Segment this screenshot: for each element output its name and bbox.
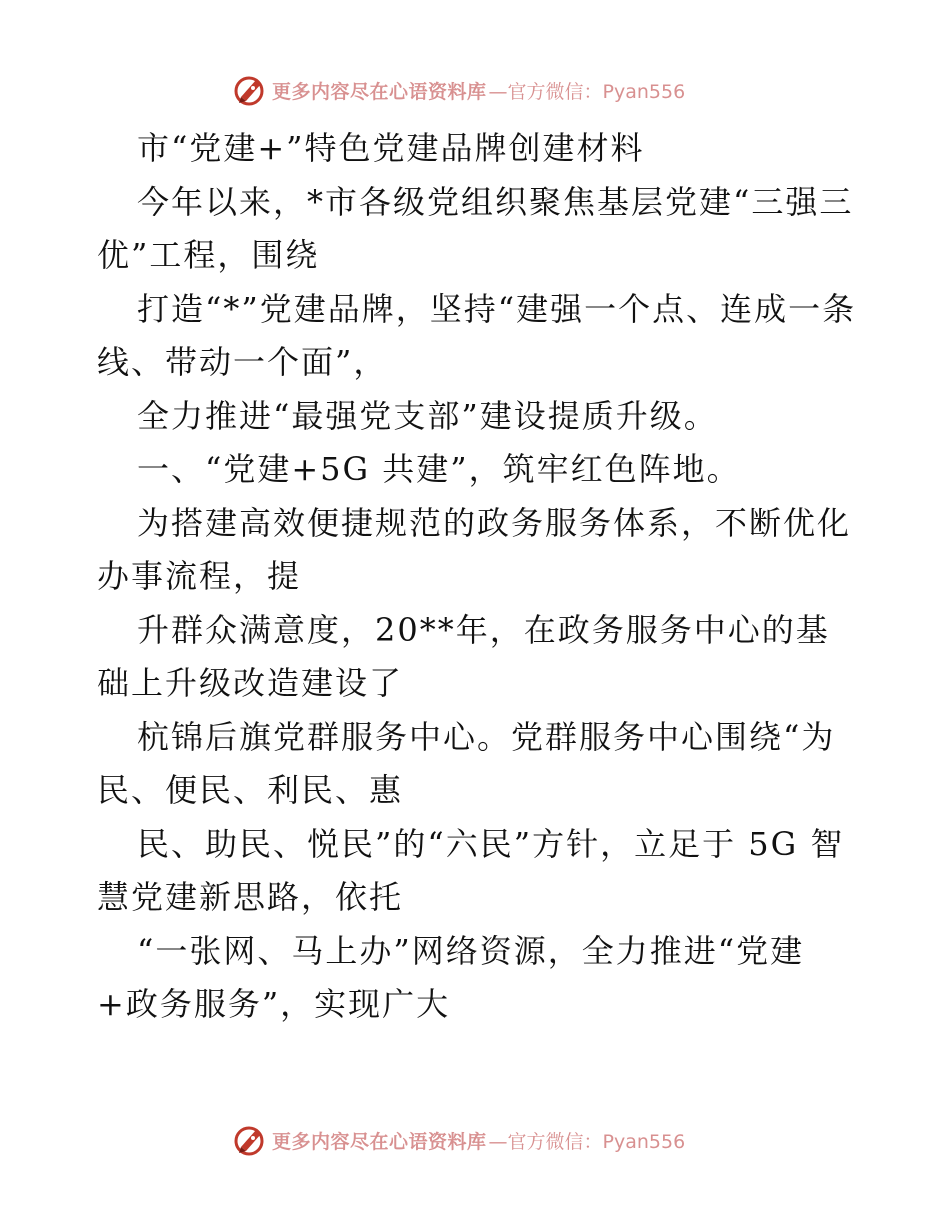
footer-contact-text: —官方微信：Pyan556 [488,1130,686,1153]
paragraph: 打造“*”党建品牌，坚持“建强一个点、连成一条线、带动一个面”， [97,289,857,381]
paragraph: 为搭建高效便捷规范的政务服务体系，不断优化办事流程，提 [97,503,852,595]
header-brand-text: 更多内容尽在心语资料库 [272,80,487,103]
paragraph: 今年以来，*市各级党组织聚焦基层党建“三强三优”工程，围绕 [97,182,854,274]
pen-logo-icon [232,72,268,108]
document-body [97,122,857,1032]
paragraph: 升群众满意度，20**年，在政务服务中心的基础上升级改造建设了 [97,610,830,702]
header-watermark [232,70,685,110]
paragraph: 杭锦后旗党群服务中心。党群服务中心围绕“为民、便民、利民、惠 [97,717,836,809]
pen-logo-icon [232,1122,268,1158]
footer-watermark [232,1120,685,1160]
document-title: 市“党建+”特色党建品牌创建材料 [137,129,645,167]
footer-brand-text: 更多内容尽在心语资料库 [272,1130,487,1153]
paragraph: 民、助民、悦民”的“六民”方针，立足于 5G 智慧党建新思路，依托 [97,824,845,916]
paragraph: “一张网、马上办”网络资源，全力推进“党建+政务服务”，实现广大 [97,931,805,1023]
section-heading: 一、“党建+5G 共建”，筑牢红色阵地。 [137,450,741,488]
header-contact-text: —官方微信：Pyan556 [488,80,686,103]
paragraph: 全力推进“最强党支部”建设提质升级。 [137,396,718,435]
